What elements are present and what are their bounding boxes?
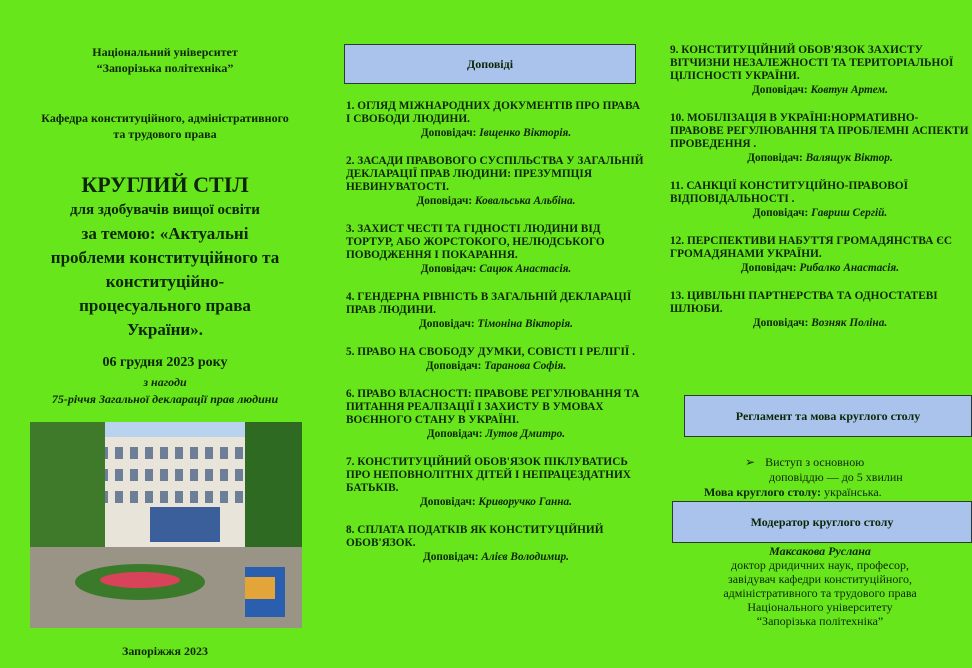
topic-line: процесуального права [79, 296, 251, 315]
event-date: 06 грудня 2023 року [102, 355, 228, 370]
talk-item [346, 155, 646, 208]
talk-title: 10. МОБІЛІЗАЦІЯ В УКРАЇНІ:НОРМАТИВНО-ПРАВОВЕ РЕГУЛЮВАННЯ ТА ПРОБЛЕМНІ АСПЕКТИ ПРОВЕДЕННЯ . [670, 112, 969, 150]
speaker-name: Сацюк Анастасія. [479, 263, 572, 275]
speaker-label: Доповідач: [740, 262, 797, 274]
talk-title: 4. ГЕНДЕРНА РІВНІСТЬ В ЗАГАЛЬНІЙ ДЕКЛАРАЦІЇ ПРАВ ЛЮДИНИ. [346, 291, 632, 316]
language-label: Мова круглого столу: [704, 485, 821, 499]
talk-speaker [346, 360, 646, 373]
university-line: “Запорізька політехніка” [96, 61, 234, 75]
university-line: Національний університет [92, 45, 238, 59]
talk-item [346, 456, 646, 509]
speaker-label: Доповідач: [420, 496, 476, 508]
talk-title: 13. ЦИВІЛЬНІ ПАРТНЕРСТВА ТА ОДНОСТАТЕВІ ШЛЮБИ. [670, 290, 938, 315]
talk-title: 7. КОНСТИТУЦІЙНИЙ ОБОВ'ЯЗОК ПІКЛУВАТИСЬ ПРО НЕПОВНОЛІТНІХ ДІТЕЙ І НЕПРАЦЕЗДАТНИХ БАТЬКІВ. [346, 456, 631, 494]
speaker-label: Доповідач: [419, 318, 475, 330]
speaker-name: Возняк Поліна. [811, 317, 888, 329]
speaker-name: Тімоніна Вікторія. [477, 318, 573, 330]
talk-title: 6. ПРАВО ВЛАСНОСТІ: ПРАВОВЕ РЕГУЛЮВАННЯ ТА ПИТАННЯ РЕАЛІЗАЦІЇ І ЗАХИСТУ В УМОВАХ ВОЄННОГО СТАНУ В УКРАЇНІ. [346, 388, 640, 426]
talk-title: 11. САНКЦІЇ КОНСТИТУЦІЙНО-ПРАВОВОЇ ВІДПОВІДАЛЬНОСТІ . [670, 180, 908, 205]
talk-item [670, 290, 970, 330]
rules-bullet-line: Виступ з основною [765, 455, 865, 469]
moderator-line: Національного університету [747, 600, 893, 614]
talk-speaker [670, 207, 970, 220]
speaker-name: Криворучко Ганна. [478, 496, 572, 508]
department-line: Кафедра конституційного, адміністративного [41, 111, 289, 125]
speaker-label: Доповідач: [420, 263, 477, 275]
moderator-line: “Запорізька політехніка” [756, 614, 884, 628]
arrow-bullet-icon: ➢ [745, 455, 756, 469]
talk-speaker [670, 152, 970, 165]
university-building-photo [30, 422, 302, 628]
talk-title: 8. СПЛАТА ПОДАТКІВ ЯК КОНСТИТУЦІЙНИЙ ОБОВ'ЯЗОК. [346, 524, 604, 549]
speaker-label: Доповідач: [752, 317, 809, 329]
rules-header: Регламент та мова круглого столу [684, 395, 972, 437]
talk-item [670, 44, 970, 97]
talks-column-1 [346, 100, 646, 579]
speaker-label: Доповідач: [425, 360, 482, 372]
speaker-label: Доповідач: [422, 551, 479, 563]
moderator-name: Максакова Руслана [769, 544, 871, 558]
speaker-label: Доповідач: [420, 127, 477, 139]
talk-speaker [346, 195, 646, 208]
event-title: КРУГЛИЙ СТІЛ [81, 172, 249, 197]
moderator-header: Модератор круглого столу [672, 501, 972, 543]
rules-bullet [745, 455, 903, 485]
talk-item [346, 346, 646, 373]
speaker-name: Ковальська Альбіна. [474, 195, 576, 207]
speaker-name: Івщенко Вікторія. [479, 127, 572, 139]
topic-line: конституційно- [105, 272, 225, 291]
talk-title: 3. ЗАХИСТ ЧЕСТІ ТА ГІДНОСТІ ЛЮДИНИ ВІД ТОРТУР, АБО ЖОРСТОКОГО, НЕЛЮДСЬКОГО ПОВОДЖЕННЯ І ПОКАРАННЯ. [346, 223, 605, 261]
speaker-name: Ковтун Артем. [810, 84, 888, 96]
talk-item [346, 524, 646, 564]
talk-item [346, 388, 646, 441]
talk-speaker [346, 127, 646, 140]
speaker-name: Таранова Софія. [484, 360, 567, 372]
reports-header: Доповіді [344, 44, 636, 84]
speaker-label: Доповідач: [747, 152, 803, 164]
occasion-line: 75-річчя Загальної декларації прав людини [51, 392, 279, 406]
event-occasion [0, 374, 330, 408]
speaker-name: Лутов Дмитро. [485, 428, 566, 440]
talks-column-2 [670, 44, 970, 345]
department-line: та трудового права [113, 127, 217, 141]
talk-item [346, 100, 646, 140]
speaker-label: Доповідач: [416, 195, 473, 207]
talk-speaker [346, 551, 646, 564]
speaker-name: Рибалко Анастасія. [799, 262, 900, 274]
talk-speaker [670, 317, 970, 330]
moderator-line: доктор дридичних наук, професор, [731, 558, 909, 572]
speaker-name: Алієв Володимир. [481, 551, 570, 563]
talk-item [346, 291, 646, 331]
topic-line: для здобувачів вищої освіти [70, 202, 260, 218]
moderator-info [670, 544, 970, 628]
speaker-name: Гавриш Сергій. [811, 207, 888, 219]
talk-title: 12. ПЕРСПЕКТИВИ НАБУТТЯ ГРОМАДЯНСТВА ЄС ГРОМАДЯНАМИ УКРАЇНИ. [670, 235, 953, 260]
speaker-label: Доповідач: [752, 84, 808, 96]
moderator-line: завідувач кафедри конституційного, [728, 572, 912, 586]
city-year: Запоріжжя 2023 [122, 644, 208, 658]
talk-title: 2. ЗАСАДИ ПРАВОВОГО СУСПІЛЬСТВА У ЗАГАЛЬНІЙ ДЕКЛАРАЦІЇ ПРАВ ЛЮДИНИ: ПРЕЗУМПЦІЯ НЕВИНУВАТОСТІ. [346, 155, 644, 193]
university-name [0, 44, 330, 76]
topic-line: України». [127, 320, 203, 339]
speaker-label: Доповідач: [752, 207, 809, 219]
talk-title: 1. ОГЛЯД МІЖНАРОДНИХ ДОКУМЕНТІВ ПРО ПРАВА І СВОБОДИ ЛЮДИНИ. [346, 100, 641, 125]
talk-speaker [346, 496, 646, 509]
talk-item [670, 235, 970, 275]
department-name [0, 110, 330, 142]
occasion-line: з нагоди [143, 375, 187, 389]
speaker-name: Валящук Віктор. [805, 152, 893, 164]
talk-speaker [670, 84, 970, 97]
talk-title: 9. КОНСТИТУЦІЙНИЙ ОБОВ'ЯЗОК ЗАХИСТУ ВІТЧИЗНИ НЕЗАЛЕЖНОСТІ ТА ТЕРИТОРІАЛЬНОЇ ЦІЛІСНОСТІ УКРАЇНИ. [670, 44, 954, 82]
rules-bullet-line: доповіддю — до 5 хвилин [769, 470, 903, 484]
topic-line: проблеми конституційного та [50, 248, 280, 267]
talk-speaker [346, 263, 646, 276]
moderator-line: адміністративного та трудового права [723, 586, 917, 600]
speaker-label: Доповідач: [426, 428, 483, 440]
talk-item [346, 223, 646, 276]
talk-speaker [346, 428, 646, 441]
talk-title: 5. ПРАВО НА СВОБОДУ ДУМКИ, СОВІСТІ І РЕЛІГІЇ . [346, 346, 635, 358]
talk-item [670, 180, 970, 220]
talk-item [670, 112, 970, 165]
talk-speaker [346, 318, 646, 331]
event-topic [0, 198, 330, 342]
talk-speaker [670, 262, 970, 275]
topic-line: за темою: «Актуальні [81, 224, 249, 243]
language-value: українська. [820, 485, 882, 499]
language-line [704, 485, 882, 500]
